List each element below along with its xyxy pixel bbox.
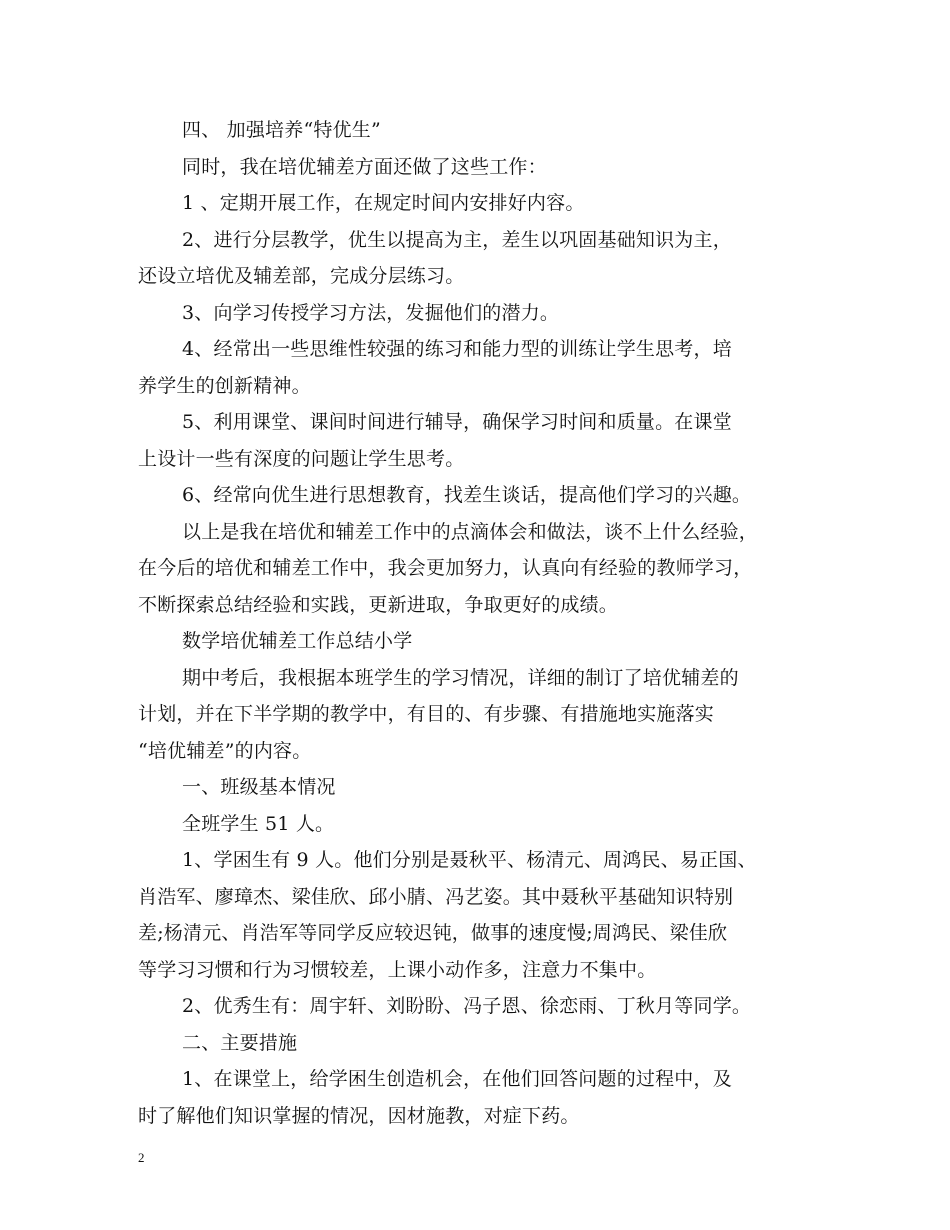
paragraph-line: 同时，我在培优辅差方面还做了这些工作： bbox=[182, 155, 547, 178]
conclusion-paragraph-continued: 在今后的培优和辅差工作中，我会更加努力，认真向有经验的教师学习， bbox=[138, 557, 753, 579]
intro-paragraph-continued: “培优辅差”的内容。 bbox=[138, 739, 312, 762]
list-item-4-continued: 养学生的创新精神。 bbox=[138, 374, 311, 397]
list-item-2: 2、进行分层教学，优生以提高为主，差生以巩固基础知识为主， bbox=[182, 228, 732, 251]
list-item-6: 6、经常向优生进行思想教育，找差生谈话，提高他们学习的兴趣。 bbox=[182, 484, 752, 506]
list-item-3: 3、向学习传授学习方法，发掘他们的潜力。 bbox=[182, 301, 560, 324]
page-number: 2 bbox=[138, 1150, 145, 1165]
class-size-line: 全班学生 51 人。 bbox=[182, 812, 335, 835]
measure-item-1: 1、在课堂上，给学困生创造机会，在他们回答问题的过程中，及 bbox=[182, 1068, 732, 1090]
document-body bbox=[138, 112, 818, 1134]
intro-paragraph-continued: 计划，并在下半学期的教学中，有目的、有步骤、有措施地实施落实 bbox=[138, 703, 715, 725]
struggling-students-paragraph-continued: 肖浩军、廖璋杰、梁佳欣、邱小腈、冯艺姿。其中聂秋平基础知识特别 bbox=[138, 885, 734, 908]
list-item-4: 4、经常出一些思维性较强的练习和能力型的训练让学生思考，培 bbox=[182, 338, 732, 360]
struggling-students-paragraph-continued: 差;杨清元、肖浩军等同学反应较迟钝，做事的速度慢;周鸿民、梁佳欣 bbox=[138, 922, 728, 944]
intro-paragraph: 期中考后，我根据本班学生的学习情况，详细的制订了培优辅差的 bbox=[182, 666, 739, 689]
section-heading-2: 二、主要措施 bbox=[182, 1031, 298, 1054]
excellent-students-line: 2、优秀生有：周宇轩、刘盼盼、冯子恩、徐恋雨、丁秋月等同学。 bbox=[182, 995, 752, 1017]
section-heading-1: 一、班级基本情况 bbox=[182, 776, 336, 798]
section-heading-4: 四、 加强培养“特优生” bbox=[182, 119, 381, 141]
conclusion-paragraph-continued: 不断探索总结经验和实践，更新进取，争取更好的成绩。 bbox=[138, 593, 619, 616]
list-item-1: 1 、定期开展工作，在规定时间内安排好内容。 bbox=[182, 192, 585, 214]
struggling-students-paragraph: 1、学困生有 9 人。他们分别是聂秋平、杨清元、周鸿民、易正国、 bbox=[182, 849, 757, 871]
list-item-2-continued: 还设立培优及辅差部，完成分层练习。 bbox=[138, 265, 465, 287]
list-item-5-continued: 上设计一些有深度的问题让学生思考。 bbox=[138, 447, 465, 470]
conclusion-paragraph: 以上是我在培优和辅差工作中的点滴体会和做法，谈不上什么经验， bbox=[182, 520, 759, 543]
measure-item-1-continued: 时了解他们知识掌握的情况，因材施教，对症下药。 bbox=[138, 1104, 580, 1127]
list-item-5: 5、利用课堂、课间时间进行辅导，确保学习时间和质量。在课堂 bbox=[182, 411, 732, 433]
struggling-students-paragraph-continued: 等学习习惯和行为习惯较差，上课小动作多，注意力不集中。 bbox=[138, 958, 657, 981]
article-title: 数学培优辅差工作总结小学 bbox=[182, 630, 413, 652]
